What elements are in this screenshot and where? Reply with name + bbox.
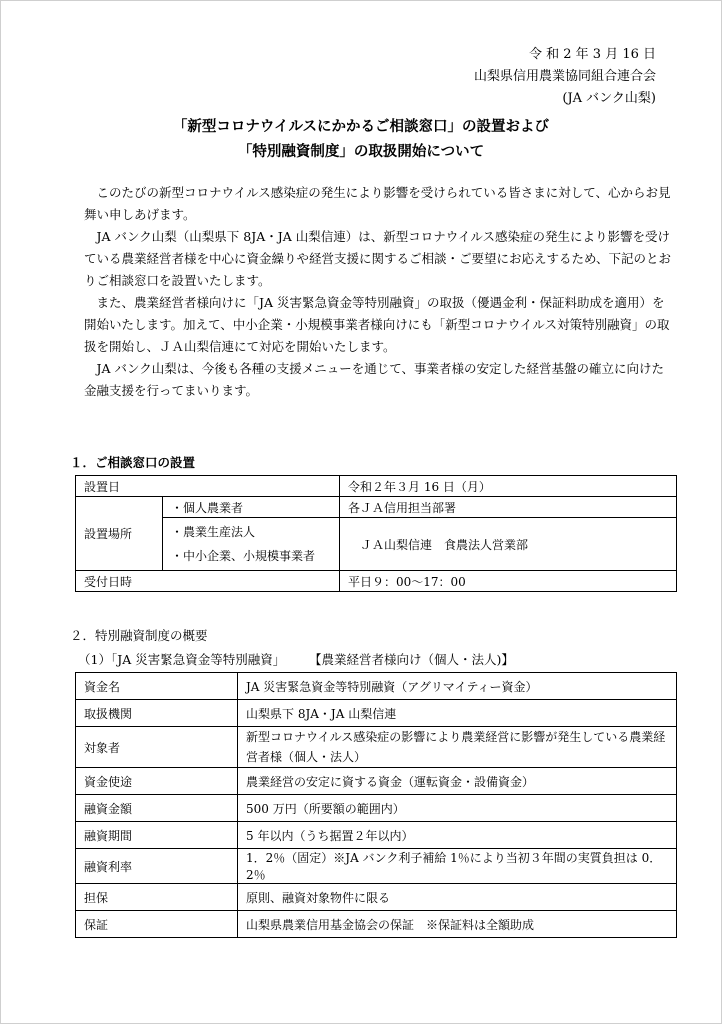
date-label: 設置日 [76, 476, 340, 497]
paragraph-2: JA バンク山梨（山梨県下 8JA・JA 山梨信連）は、新型コロナウイルス感染症の発生により影響を受けている農業経営者様を中心に資金繰りや経営支援に関するご相談・ご要望にお応えするため、下記のとおりご相談窓口を設置いたします。 [84, 229, 672, 288]
row-label: 資金名 [76, 673, 238, 700]
row-value: 新型コロナウイルス感染症の影響により農業経営に影響が発生している農業経営者様（個人・法人） [238, 727, 677, 768]
row-value: 原則、融資対象物件に限る [238, 884, 677, 911]
row-value: 5 年以内（うち据置２年以内） [238, 822, 677, 849]
body-text [84, 182, 674, 402]
row-label: 保証 [76, 911, 238, 938]
row-value: 1．2％（固定）※JA バンク利子補給 1％により当初３年間の実質負担は 0．2％ [238, 849, 677, 884]
paragraph-1: このたびの新型コロナウイルス感染症の発生により影響を受けられている皆さまに対して、心からお見舞い申しあげます。 [84, 185, 671, 222]
row-label: 担保 [76, 884, 238, 911]
place-target-b [163, 518, 340, 571]
section-1-heading: １．ご相談窓口の設置 [70, 455, 196, 470]
place-target-b1: ・農業生産法人 [171, 525, 256, 539]
table-row [76, 822, 677, 849]
hours-value: 平日９：00～17：00 [340, 571, 677, 592]
paragraph-3: また、農業経営者様向けに「JA 災害緊急資金等特別融資」の取扱（優遇金利・保証料助成を適用）を開始いたします。加えて、中小企業・小規模事業者様向けにも「新型コロナウイルス対策特別融資」の取扱を開始し、ＪＡ山梨信連にて対応を開始いたします。 [84, 295, 670, 354]
consultation-table [75, 475, 677, 592]
table-row [76, 849, 677, 884]
row-label: 融資金額 [76, 795, 238, 822]
row-label: 対象者 [76, 727, 238, 768]
paragraph-4: JA バンク山梨は、今後も各種の支援メニューを通じて、事業者様の安定した経営基盤の確立に向けた金融支援を行ってまいります。 [84, 361, 665, 398]
table-row [76, 476, 677, 497]
row-label: 資金使途 [76, 768, 238, 795]
title-line-2: 「特別融資制度」の取扱開始について [237, 144, 485, 160]
table-row [76, 768, 677, 795]
table-row [76, 911, 677, 938]
section-2-heading: ２．特別融資制度の概要 [70, 628, 208, 643]
title-line-1: 「新型コロナウイルスにかかるご相談窓口」の設置および [172, 119, 550, 135]
place-target-b2: ・中小企業、小規模事業者 [171, 549, 316, 563]
document-header [474, 44, 656, 110]
row-value: 農業経営の安定に資する資金（運転資金・設備資金） [238, 768, 677, 795]
row-label: 取扱機関 [76, 700, 238, 727]
organization-name: 山梨県信用農業協同組合連合会 [473, 69, 656, 84]
table-row [76, 727, 677, 768]
table-row [76, 673, 677, 700]
row-value: 山梨県下 8JA・JA 山梨信連 [238, 700, 677, 727]
table-row [76, 884, 677, 911]
subsection-title [78, 650, 514, 668]
table-row [76, 571, 677, 592]
issue-date: 令 和 2 年 3 月 16 日 [528, 47, 656, 62]
row-label: 融資期間 [76, 822, 238, 849]
loan-overview-table [75, 672, 677, 938]
date-value: 令和２年３月 16 日（月） [340, 476, 677, 497]
document-title [0, 115, 722, 165]
table-row [76, 497, 677, 518]
hours-label: 受付日時 [76, 571, 340, 592]
place-value-a: 各ＪＡ信用担当部署 [340, 497, 677, 518]
subsection-name: （1）「JA 災害緊急資金等特別融資」 [78, 652, 286, 667]
row-value: 山梨県農業信用基金協会の保証 ※保証料は全額助成 [238, 911, 677, 938]
row-label: 融資利率 [76, 849, 238, 884]
place-label: 設置場所 [76, 497, 163, 571]
row-value: JA 災害緊急資金等特別融資（アグリマイティー資金） [238, 673, 677, 700]
table-row [76, 518, 677, 571]
place-target-a: ・個人農業者 [163, 497, 340, 518]
row-value: 500 万円（所要額の範囲内） [238, 795, 677, 822]
table-row [76, 700, 677, 727]
organization-short-name: (JA バンク山梨) [562, 91, 656, 106]
subsection-target: 【農業経営者様向け（個人・法人)】 [315, 652, 514, 667]
place-value-b: ＪＡ山梨信連 食農法人営業部 [340, 518, 677, 571]
table-row [76, 795, 677, 822]
